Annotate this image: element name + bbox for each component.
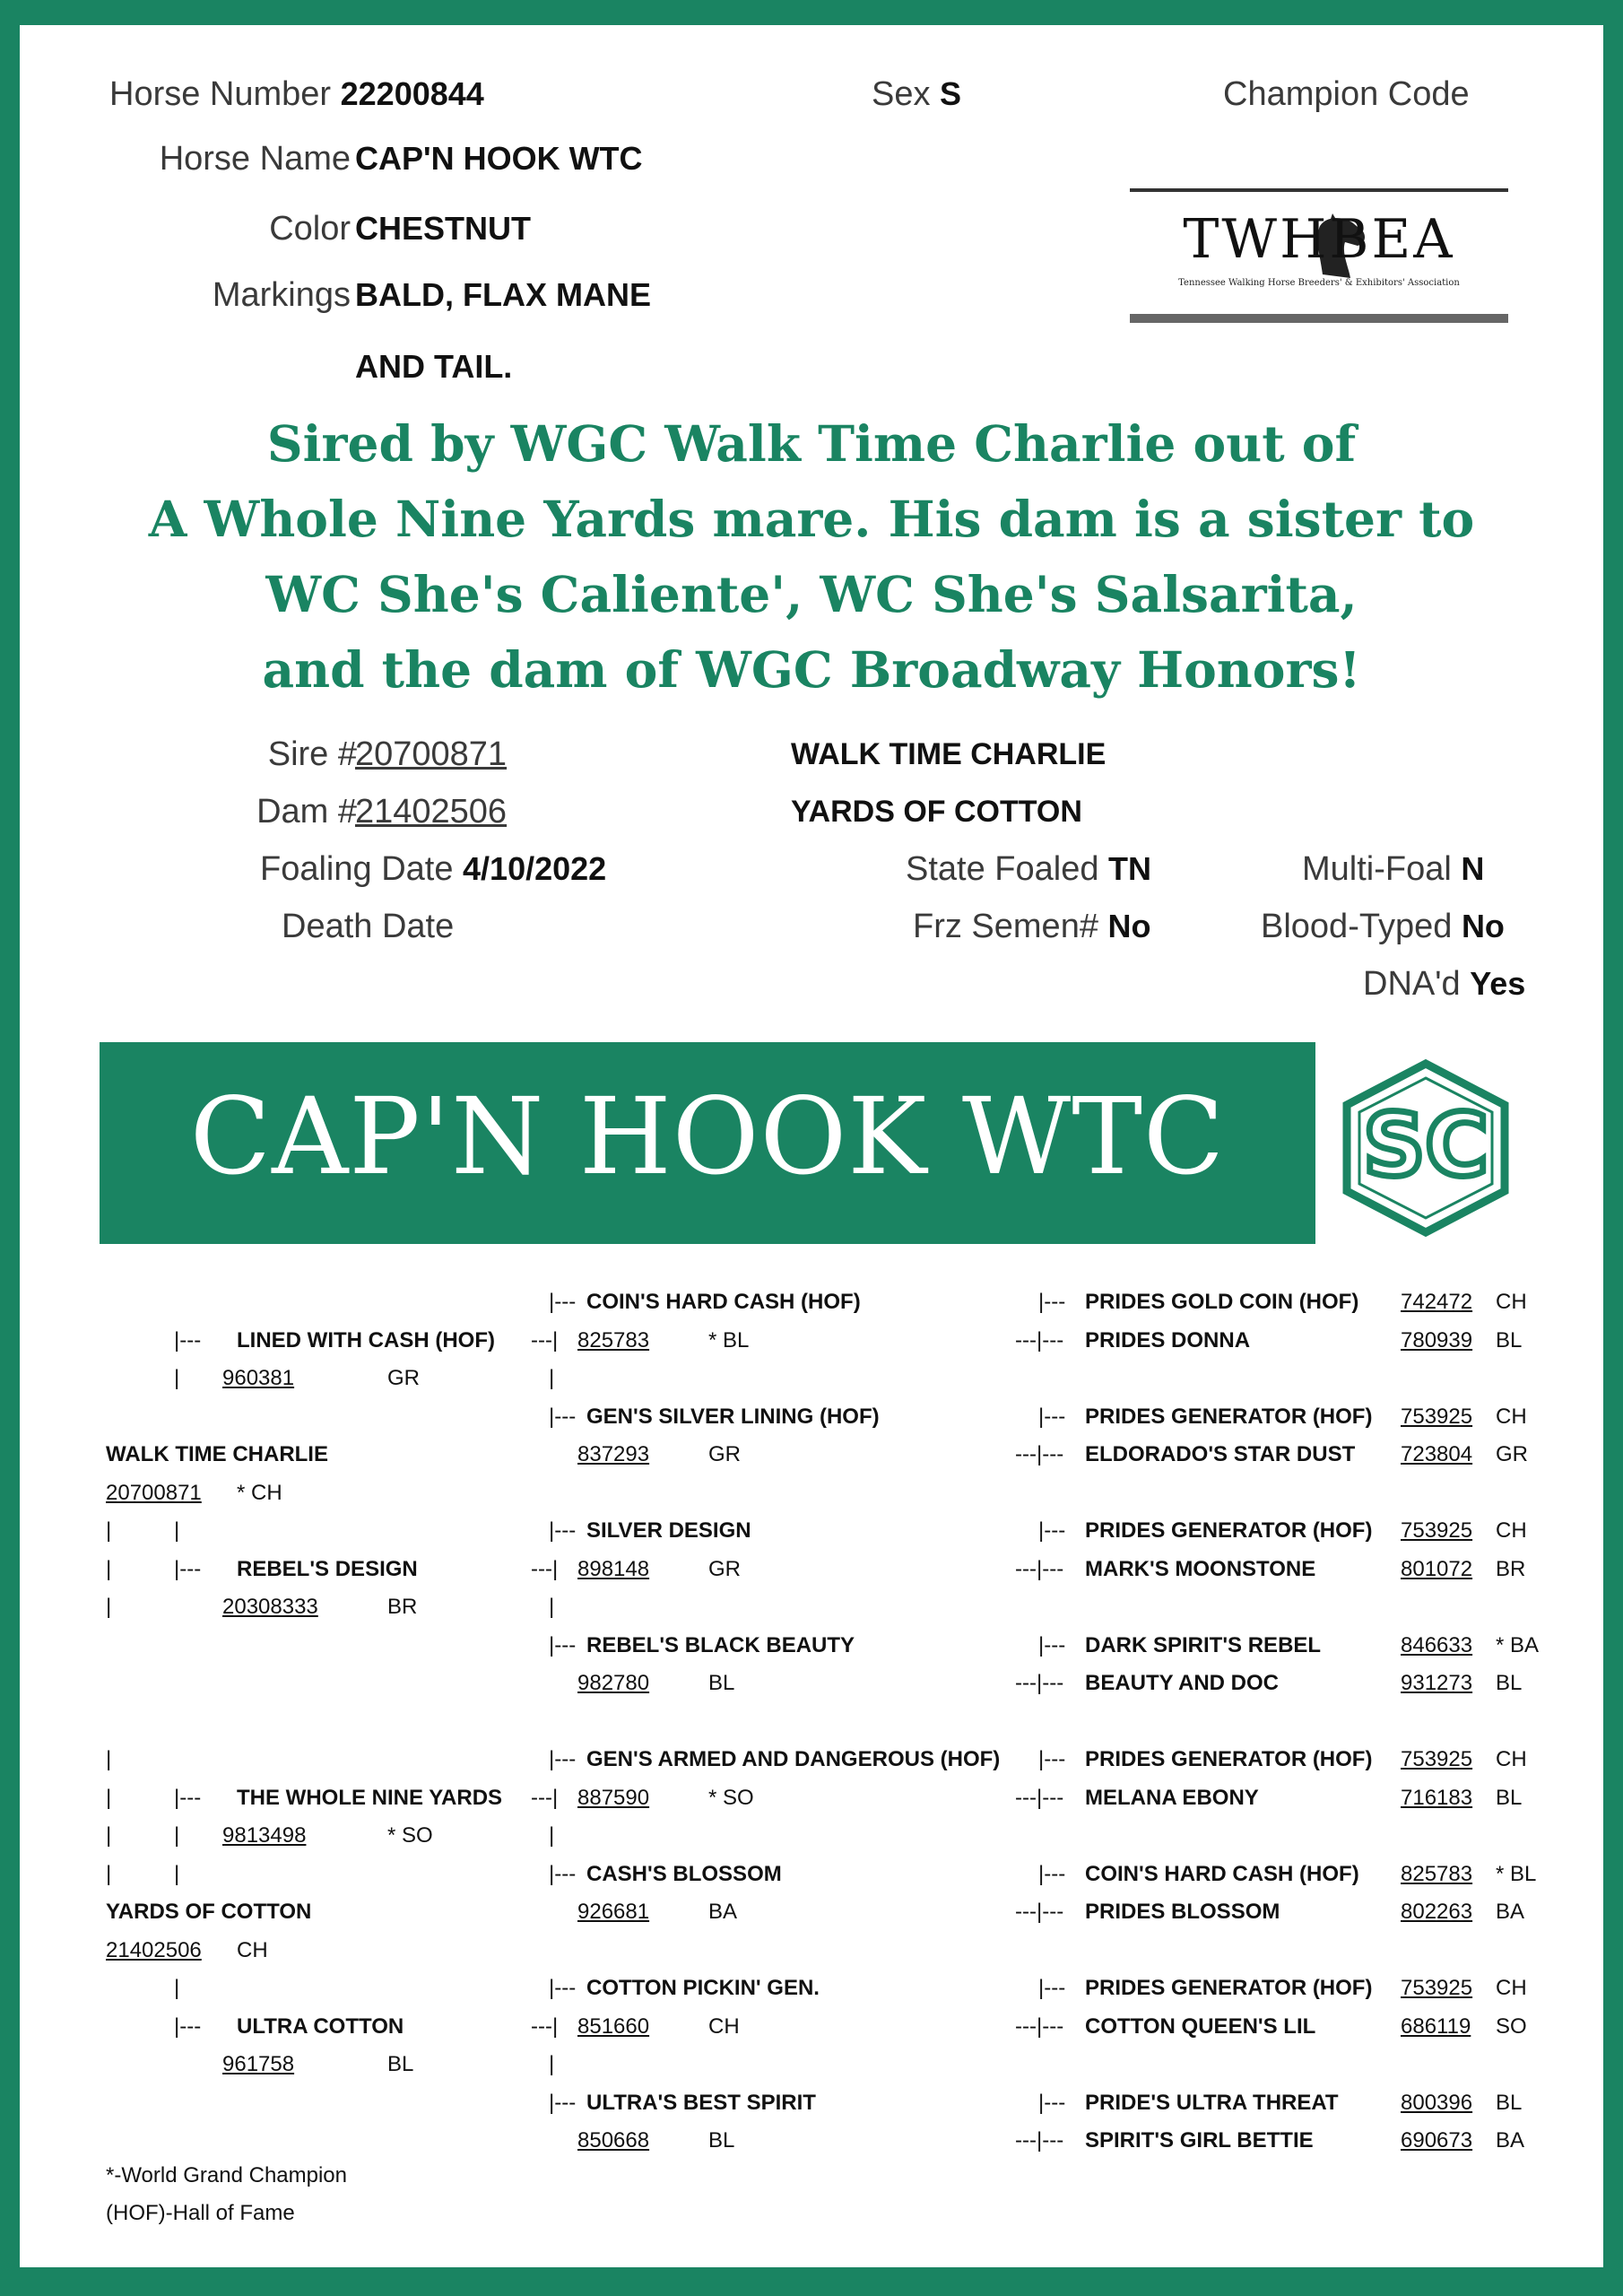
gen1-dam-code: CH — [237, 1938, 268, 1962]
pedigree-connector: ---|--- — [1015, 1557, 1064, 1581]
sc-letters: SC — [1363, 1095, 1488, 1196]
gen1-sire-name: WALK TIME CHARLIE — [106, 1442, 328, 1466]
gen4-color-code: BL — [1496, 2091, 1523, 2115]
gen4-reg-link[interactable]: 742472 — [1401, 1290, 1473, 1314]
pedigree-connector: ---| — [531, 1557, 559, 1581]
gen4-color-code: CH — [1496, 1405, 1527, 1429]
sire-number-link[interactable]: 20700871 — [355, 735, 508, 773]
blood-value: No — [1461, 908, 1505, 944]
pedigree-connector: |--- — [1038, 1747, 1066, 1771]
champion-code-text: Champion Code — [1223, 75, 1470, 113]
gen2-color-code: BR — [387, 1595, 418, 1619]
headline-line-4: and the dam of WGC Broadway Honors! — [262, 640, 1361, 699]
gen4-reg-link[interactable]: 753925 — [1401, 1518, 1473, 1543]
gen4-color-code: BR — [1496, 1557, 1526, 1581]
gen4-reg-link[interactable]: 780939 — [1401, 1328, 1473, 1352]
dam-number-link[interactable]: 21402506 — [355, 793, 508, 831]
multi-label: Multi-Foal — [1302, 850, 1452, 888]
gen3-color-code: * SO — [708, 1786, 754, 1810]
gen4-color-code: * BA — [1496, 1633, 1540, 1657]
horse-name-label-text: Horse Name — [159, 140, 351, 178]
gen4-color-code: BL — [1496, 1786, 1523, 1810]
logo-tagline-text: Tennessee Walking Horse Breeders' & Exhibitors' Association — [1178, 278, 1460, 288]
gen4-reg-link[interactable]: 690673 — [1401, 2128, 1473, 2152]
pedigree-connector: | — [106, 1518, 112, 1543]
gen3-color-code: GR — [708, 1442, 741, 1466]
sire-label-text: Sire # — [267, 735, 357, 773]
gen3-horse-name: COTTON PICKIN' GEN. — [586, 1976, 820, 2000]
pedigree-connector: | — [106, 1786, 112, 1810]
pedigree-connector: |--- — [549, 1976, 577, 2000]
blood-label: Blood-Typed — [1261, 908, 1453, 945]
gen4-reg-link[interactable]: 800396 — [1401, 2091, 1473, 2115]
gen2-horse-name: THE WHOLE NINE YARDS — [237, 1786, 503, 1810]
dna-label: DNA'd — [1363, 965, 1461, 1003]
gen3-reg-link[interactable]: 851660 — [577, 2014, 650, 2039]
sex-label: Sex — [872, 75, 931, 113]
gen3-color-code: CH — [708, 2014, 740, 2039]
gen4-color-code: BL — [1496, 1328, 1523, 1352]
gen2-reg-link[interactable]: 961758 — [222, 2052, 295, 2076]
gen2-color-code: BL — [387, 2052, 414, 2076]
legend-wgc — [106, 2163, 347, 2188]
pedigree-connector: |--- — [549, 2091, 577, 2115]
horse-number-value: 22200844 — [340, 75, 484, 112]
gen4-horse-name: PRIDES GENERATOR (HOF) — [1085, 1405, 1373, 1429]
gen4-horse-name: MELANA EBONY — [1085, 1786, 1259, 1810]
gen4-horse-name: SPIRIT'S GIRL BETTIE — [1085, 2128, 1314, 2152]
gen2-horse-name: LINED WITH CASH (HOF) — [237, 1328, 495, 1352]
pedigree-connector: |--- — [1038, 1862, 1066, 1886]
pedigree-connector: |--- — [549, 1862, 577, 1886]
pedigree-connector: | — [174, 1518, 180, 1543]
pedigree-connector: | — [174, 1366, 180, 1390]
pedigree-connector: |--- — [1038, 1633, 1066, 1657]
gen4-color-code: CH — [1496, 1290, 1527, 1314]
markings-line1: BALD, FLAX MANE — [355, 276, 651, 313]
frz-label: Frz Semen# — [913, 908, 1098, 945]
pedigree-connector: ---| — [531, 1786, 559, 1810]
pedigree-connector: | — [549, 1823, 555, 1848]
gen4-color-code: SO — [1496, 2014, 1527, 2039]
gen4-color-code: * BL — [1496, 1862, 1537, 1886]
gen4-horse-name: ELDORADO'S STAR DUST — [1085, 1442, 1356, 1466]
pedigree-connector: | — [549, 2052, 555, 2076]
gen4-reg-link[interactable]: 846633 — [1401, 1633, 1473, 1657]
gen3-color-code: BL — [708, 1671, 735, 1695]
pedigree-connector: | — [106, 1862, 112, 1886]
headline-line-2: A Whole Nine Yards mare. His dam is a sister to — [148, 490, 1475, 548]
gen4-horse-name: MARK'S MOONSTONE — [1085, 1557, 1316, 1581]
gen3-horse-name: GEN'S ARMED AND DANGEROUS (HOF) — [586, 1747, 1001, 1771]
gen4-horse-name: PRIDES DONNA — [1085, 1328, 1251, 1352]
gen4-reg-link[interactable]: 802263 — [1401, 1900, 1473, 1924]
pedigree-connector: |--- — [1038, 2091, 1066, 2115]
gen4-horse-name: PRIDES BLOSSOM — [1085, 1900, 1280, 1924]
legend-hof — [106, 2201, 295, 2226]
pedigree-connector: ---| — [531, 2014, 559, 2039]
pedigree-connector: | — [106, 1823, 112, 1848]
pedigree-connector: |--- — [549, 1633, 577, 1657]
gen1-dam-name: YARDS OF COTTON — [106, 1900, 312, 1924]
gen3-horse-name: GEN'S SILVER LINING (HOF) — [586, 1405, 880, 1429]
headline-line-3: WC She's Caliente', WC She's Salsarita, — [265, 565, 1358, 623]
gen3-horse-name: ULTRA'S BEST SPIRIT — [586, 2091, 816, 2115]
gen3-horse-name: CASH'S BLOSSOM — [586, 1862, 782, 1886]
pedigree-connector: |--- — [1038, 1518, 1066, 1543]
gen3-reg-link[interactable]: 825783 — [577, 1328, 650, 1352]
pedigree-connector: | — [106, 1557, 112, 1581]
pedigree-connector: |--- — [174, 1328, 202, 1352]
pedigree-connector: |--- — [549, 1290, 577, 1314]
dam-label-text: Dam # — [256, 793, 357, 831]
gen3-horse-name: REBEL'S BLACK BEAUTY — [586, 1633, 855, 1657]
gen4-reg-link[interactable]: 801072 — [1401, 1557, 1473, 1581]
pedigree-connector: |--- — [174, 1786, 202, 1810]
gen1-dam-reg-link[interactable]: 21402506 — [106, 1938, 202, 1962]
markings-label-text: Markings — [212, 276, 351, 314]
gen2-reg-link[interactable]: 960381 — [222, 1366, 295, 1390]
pedigree-connector: |--- — [549, 1747, 577, 1771]
gen3-reg-link[interactable]: 898148 — [577, 1557, 650, 1581]
horse-name-text: CAP'N HOOK WTC — [355, 140, 643, 177]
gen4-color-code: BA — [1496, 2128, 1525, 2152]
pedigree-connector: ---|--- — [1015, 1442, 1064, 1466]
foaling-value: 4/10/2022 — [463, 850, 607, 887]
gen4-reg-link[interactable]: 686119 — [1401, 2014, 1471, 2039]
pedigree-connector: | — [174, 1823, 180, 1848]
horse-number-label: Horse Number — [109, 75, 332, 113]
pedigree-connector: ---|--- — [1015, 1786, 1064, 1810]
gen3-horse-name: SILVER DESIGN — [586, 1518, 751, 1543]
pedigree-connector: | — [106, 1747, 112, 1771]
legend-wgc-text: *-World Grand Champion — [106, 2163, 348, 2187]
gen3-reg-link[interactable]: 850668 — [577, 2128, 650, 2152]
gen4-reg-link[interactable]: 825783 — [1401, 1862, 1473, 1886]
gen2-horse-name: REBEL'S DESIGN — [237, 1557, 418, 1581]
gen4-horse-name: PRIDES GENERATOR (HOF) — [1085, 1976, 1373, 2000]
pedigree-connector: ---|--- — [1015, 1671, 1064, 1695]
markings-line2: AND TAIL. — [355, 348, 513, 385]
pedigree-connector: | — [174, 1862, 180, 1886]
pedigree-connector: |--- — [1038, 1405, 1066, 1429]
pedigree-chart — [20, 25, 1603, 2267]
gen4-reg-link[interactable]: 723804 — [1401, 1442, 1473, 1466]
gen3-color-code: BL — [708, 2128, 735, 2152]
gen3-horse-name: COIN'S HARD CASH (HOF) — [586, 1290, 861, 1314]
gen4-color-code: BA — [1496, 1900, 1525, 1924]
gen4-horse-name: COIN'S HARD CASH (HOF) — [1085, 1862, 1359, 1886]
pedigree-connector: | — [106, 1595, 112, 1619]
gen4-reg-link[interactable]: 931273 — [1401, 1671, 1473, 1695]
gen4-color-code: GR — [1496, 1442, 1528, 1466]
pedigree-connector: ---|--- — [1015, 1328, 1064, 1352]
gen4-horse-name: DARK SPIRIT'S REBEL — [1085, 1633, 1322, 1657]
pedigree-connector: | — [549, 1366, 555, 1390]
gen3-color-code: BA — [708, 1900, 738, 1924]
gen3-color-code: * BL — [708, 1328, 750, 1352]
sire-name-text: WALK TIME CHARLIE — [791, 737, 1107, 771]
dna-value: Yes — [1470, 965, 1526, 1002]
pedigree-connector: |--- — [174, 2014, 202, 2039]
gen4-color-code: CH — [1496, 1518, 1527, 1543]
state-label: State Foaled — [906, 850, 1099, 888]
sex-value: S — [940, 75, 962, 112]
gen4-horse-name: PRIDE'S ULTRA THREAT — [1085, 2091, 1339, 2115]
gen4-horse-name: PRIDES GENERATOR (HOF) — [1085, 1747, 1373, 1771]
gen4-color-code: CH — [1496, 1747, 1527, 1771]
gen4-color-code: CH — [1496, 1976, 1527, 2000]
gen4-reg-link[interactable]: 753925 — [1401, 1405, 1473, 1429]
pedigree-connector: |--- — [1038, 1976, 1066, 2000]
gen2-color-code: GR — [387, 1366, 420, 1390]
gen4-horse-name: COTTON QUEEN'S LIL — [1085, 2014, 1316, 2039]
gen2-reg-link[interactable]: 20308333 — [222, 1595, 318, 1619]
legend-hof-text: (HOF)-Hall of Fame — [106, 2201, 295, 2225]
frz-value: No — [1107, 908, 1151, 944]
logo-wordmark: TWHBEA — [1183, 208, 1455, 271]
pedigree-connector: | — [549, 1595, 555, 1619]
pedigree-connector: ---|--- — [1015, 2128, 1064, 2152]
pedigree-connector: | — [174, 1976, 180, 2000]
headline-line-1: Sired by WGC Walk Time Charlie out of — [266, 414, 1357, 473]
gen4-horse-name: PRIDES GENERATOR (HOF) — [1085, 1518, 1373, 1543]
pedigree-connector: |--- — [549, 1518, 577, 1543]
dam-name-text: YARDS OF COTTON — [791, 795, 1082, 829]
registration-sheet — [20, 25, 1603, 2267]
banner-title: CAP'N HOOK WTC — [189, 1074, 1226, 1198]
color-text: CHESTNUT — [355, 210, 531, 247]
color-label-text: Color — [269, 210, 351, 248]
gen4-reg-link[interactable]: 753925 — [1401, 1747, 1473, 1771]
pedigree-connector: ---|--- — [1015, 2014, 1064, 2039]
pedigree-connector: ---|--- — [1015, 1900, 1064, 1924]
pedigree-connector: ---| — [531, 1328, 559, 1352]
death-label: Death Date — [282, 908, 455, 945]
gen3-reg-link[interactable]: 837293 — [577, 1442, 650, 1466]
gen4-color-code: BL — [1496, 1671, 1523, 1695]
foaling-label: Foaling Date — [260, 850, 454, 888]
gen2-color-code: * SO — [387, 1823, 433, 1848]
pedigree-connector: |--- — [549, 1405, 577, 1429]
gen3-color-code: GR — [708, 1557, 741, 1581]
pedigree-connector: |--- — [174, 1557, 202, 1581]
gen1-sire-reg-link[interactable]: 20700871 — [106, 1481, 202, 1505]
gen2-reg-link[interactable]: 9813498 — [222, 1823, 307, 1848]
gen3-reg-link[interactable]: 887590 — [577, 1786, 650, 1810]
pedigree-connector: |--- — [1038, 1290, 1066, 1314]
multi-value: N — [1461, 850, 1485, 887]
gen3-reg-link[interactable]: 926681 — [577, 1900, 650, 1924]
gen2-horse-name: ULTRA COTTON — [237, 2014, 404, 2039]
gen4-horse-name: PRIDES GOLD COIN (HOF) — [1085, 1290, 1359, 1314]
gen4-horse-name: BEAUTY AND DOC — [1085, 1671, 1280, 1695]
gen3-reg-link[interactable]: 982780 — [577, 1671, 650, 1695]
gen4-reg-link[interactable]: 716183 — [1401, 1786, 1473, 1810]
gen1-sire-code: * CH — [237, 1481, 282, 1505]
state-value: TN — [1108, 850, 1152, 887]
gen4-reg-link[interactable]: 753925 — [1401, 1976, 1473, 2000]
